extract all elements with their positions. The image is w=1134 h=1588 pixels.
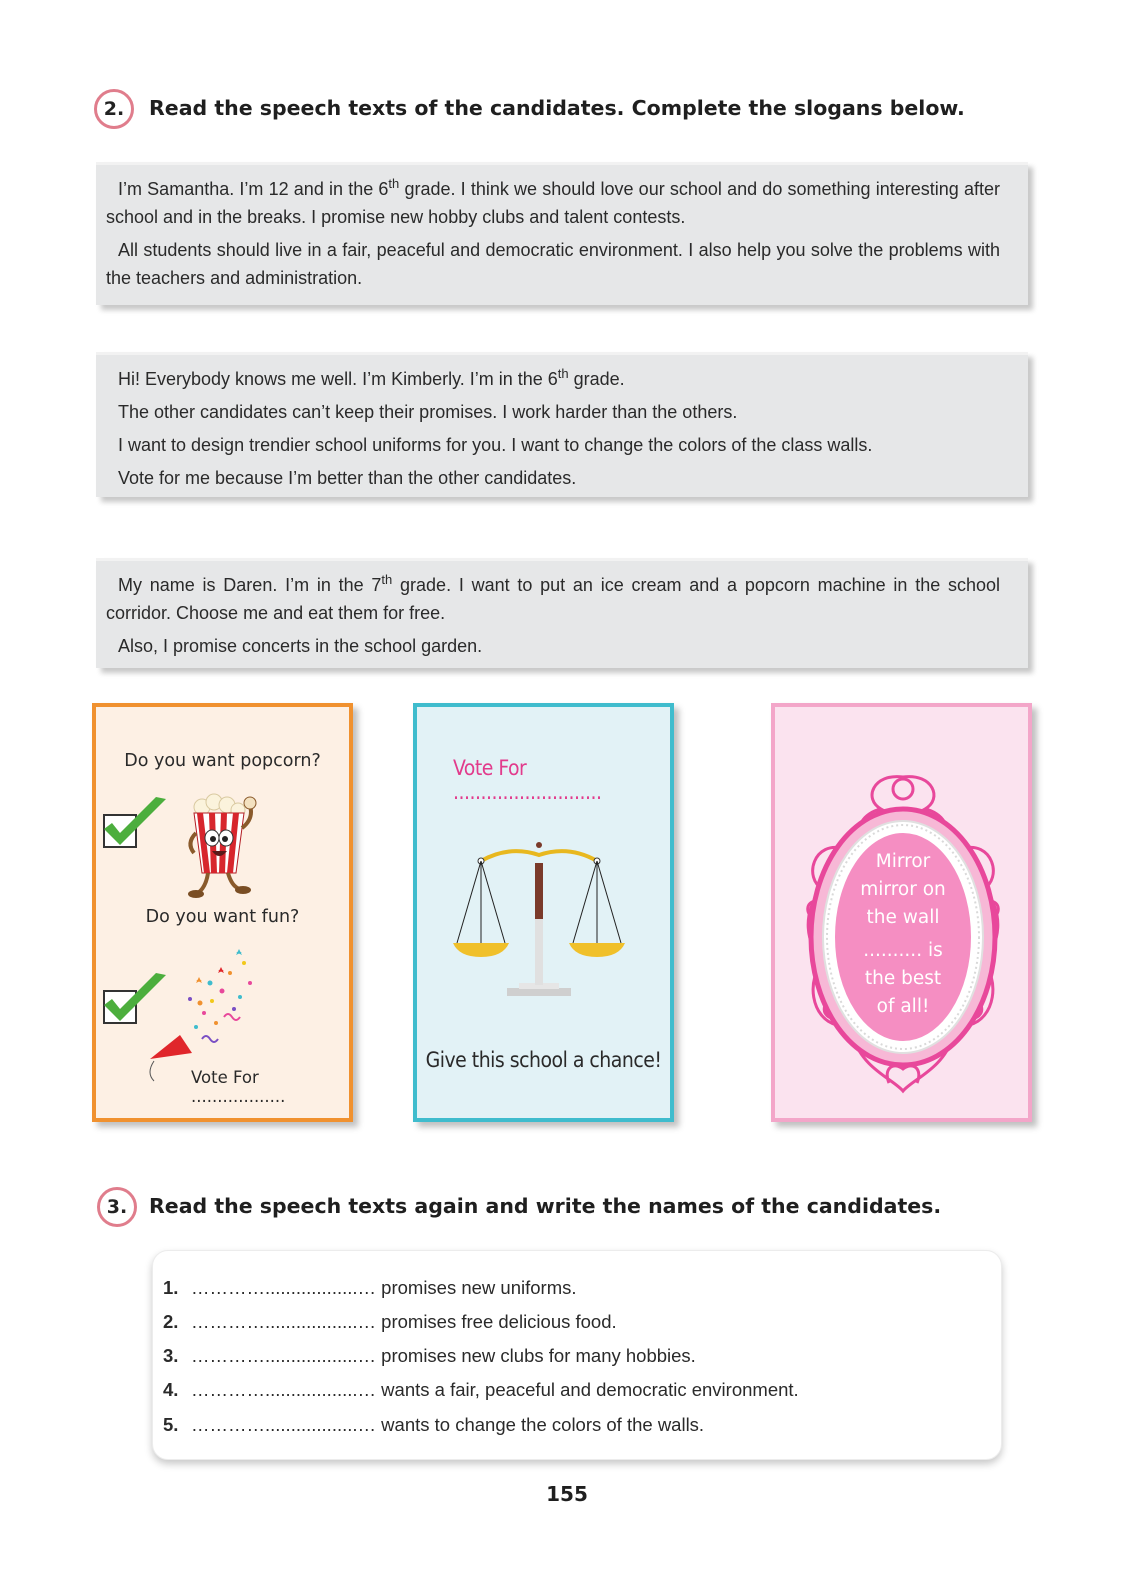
- exercise-3-number-badge: [97, 1187, 137, 1227]
- mirror-line-3: the wall: [866, 907, 940, 928]
- item-text: promises new uniforms.: [376, 1277, 577, 1298]
- page-number: 155: [546, 1482, 588, 1506]
- mirror-line-1: Mirror: [875, 851, 931, 872]
- mirror-line-4: .......... is: [863, 940, 943, 961]
- item-number: 3.: [163, 1345, 179, 1366]
- speech-daren-paragraph-2: Also, I promise concerts in the school garden.: [118, 636, 483, 656]
- ordinal-suffix: th: [557, 366, 569, 381]
- speech-kimberly-line-4: Vote for me because I’m better than the other candidates.: [118, 468, 577, 488]
- item-text: promises free delicious food.: [376, 1311, 617, 1332]
- speech-daren-paragraph-1: [106, 571, 1000, 627]
- item-text: wants a fair, peaceful and democratic environment.: [376, 1379, 799, 1400]
- exercise-2-instruction: Read the speech texts of the candidates. Complete the slogans below.: [149, 96, 965, 120]
- party-popper-icon: [140, 943, 280, 1083]
- speech-samantha-paragraph-2: All students should live in a fair, peaceful and democratic environment. I also help you solve the problems with the teachers and administration.: [106, 240, 1000, 288]
- slogan-card-mirror: [771, 703, 1032, 1122]
- card-fun-question: Do you want fun?: [145, 907, 300, 927]
- speech-text: I’m Samantha. I’m 12 and in the 6: [118, 179, 389, 199]
- speech-text: Hi! Everybody knows me well. I’m Kimberly. I’m in the 6: [118, 369, 558, 389]
- speech-kimberly-line-1: [106, 365, 1000, 393]
- exercise-3-instruction: Read the speech texts again and write the names of the candidates.: [149, 1194, 942, 1218]
- speech-text: grade. I think we should love our school and do something interesting after school and in the breaks. I promise new hobby clubs and talent contests.: [106, 179, 1000, 227]
- speech-kimberly-line-3: I want to design trendier school uniforms for you. I want to change the colors of the class walls.: [118, 435, 873, 455]
- ordinal-suffix: th: [381, 572, 393, 587]
- speech-box-daren: [96, 558, 1028, 668]
- answer-blank[interactable]: …………..................…: [191, 1379, 377, 1400]
- card-scale-tagline: Give this school a chance!: [425, 1048, 662, 1072]
- item-number: 4.: [163, 1379, 179, 1400]
- popcorn-mascot-icon: [180, 793, 270, 903]
- item-number: 1.: [163, 1277, 179, 1298]
- card-popcorn-question: Do you want popcorn?: [124, 751, 321, 771]
- list-item: [163, 1379, 799, 1401]
- speech-kimberly-line-2: The other candidates can’t keep their promises. I work harder than the others.: [118, 402, 738, 422]
- list-item: [163, 1414, 704, 1436]
- item-text: promises new clubs for many hobbies.: [376, 1345, 696, 1366]
- exercise-2-number-badge: [94, 89, 134, 129]
- mirror-text: [793, 848, 1013, 1021]
- list-item: [163, 1345, 696, 1367]
- card-popcorn-vote-for: Vote For ..................: [191, 1068, 286, 1106]
- list-item: [163, 1277, 577, 1299]
- speech-text: grade.: [568, 369, 625, 389]
- balance-scale-icon: [449, 833, 629, 1003]
- answer-blank[interactable]: …………..................…: [191, 1277, 377, 1298]
- speech-box-kimberly: [96, 352, 1028, 497]
- speech-box-samantha: [96, 162, 1028, 305]
- checkbox-check-icon: [100, 795, 172, 855]
- speech-text: grade. I want to put an ice cream and a popcorn machine in the school corridor. Choose me and eat them for free.: [106, 575, 1001, 623]
- exercise-3-answer-box: [152, 1250, 1002, 1460]
- slogan-card-popcorn: [92, 703, 353, 1122]
- answer-blank[interactable]: …………..................…: [191, 1311, 377, 1332]
- speech-samantha-paragraph-1: [106, 175, 1000, 231]
- ordinal-suffix: th: [388, 176, 400, 191]
- exercise-3-number: 3.: [106, 1196, 128, 1218]
- item-number: 2.: [163, 1311, 179, 1332]
- exercise-2-number: 2.: [103, 98, 125, 120]
- speech-text: My name is Daren. I’m in the 7: [118, 575, 382, 595]
- mirror-line-6: of all!: [876, 996, 930, 1017]
- slogan-card-scale: [413, 703, 674, 1122]
- item-number: 5.: [163, 1414, 179, 1435]
- card-scale-vote-for: Vote For ...........................: [453, 756, 602, 804]
- mirror-line-2: mirror on: [860, 879, 946, 900]
- list-item: [163, 1311, 617, 1333]
- mirror-line-5: the best: [864, 968, 942, 989]
- item-text: wants to change the colors of the walls.: [376, 1414, 705, 1435]
- answer-blank[interactable]: …………..................…: [191, 1414, 377, 1435]
- answer-blank[interactable]: …………..................…: [191, 1345, 377, 1366]
